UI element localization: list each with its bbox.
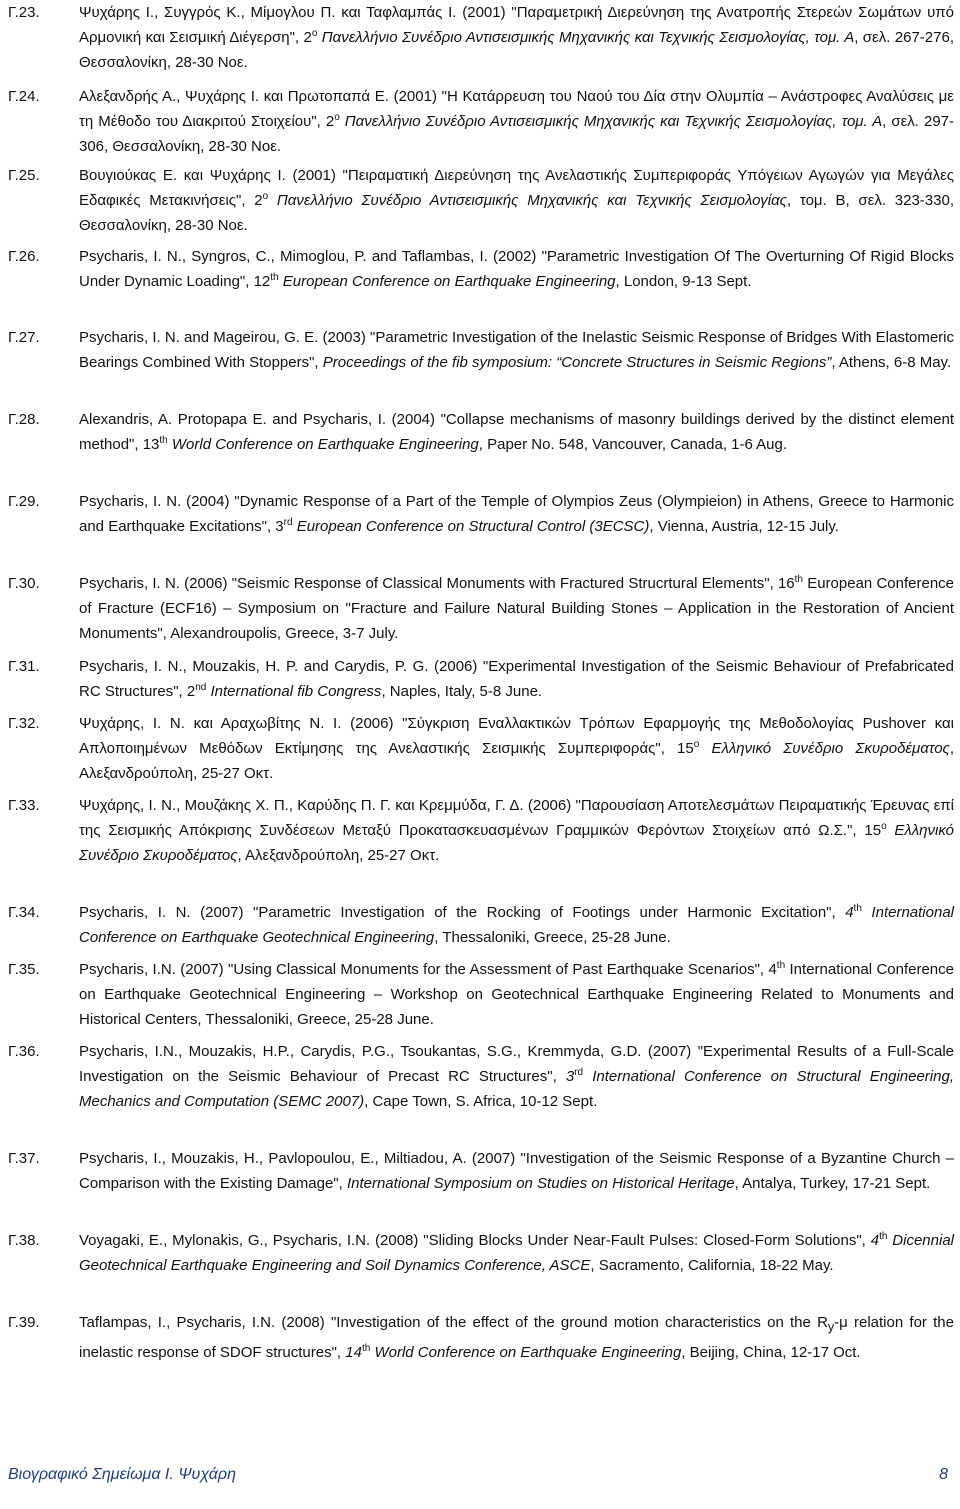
reference-number: Γ.38. [8,1232,40,1249]
reference-text-run: , Athens, 6-8 May. [831,354,952,371]
reference-entry [8,571,954,646]
reference-number: Γ.24. [8,88,40,105]
reference-text-run: Psycharis, I., Mouzakis, H., Pavlopoulou, E., Miltiadou, A. (2007) "Investigation of the Seismic Response of a Byzantine Church – Comparison with the Existing Damage", [79,1150,954,1192]
reference-number: Γ.33. [8,797,40,814]
reference-entry [8,711,954,786]
reference-text-run: -μ relation for the inelastic response of SDOF structures", [79,1314,954,1361]
reference-text-run: International Conference on Earthquake Geotechnical Engineering – Workshop on Geotechnical Earthquake Engineering Related to Monuments and Historical Centers, Thessaloniki, Greece, 25-28 June. [79,961,954,1028]
footer-title: Βιογραφικό Σημείωμα Ι. Ψυχάρη [8,1466,236,1483]
reference-text-run: , London, 9-13 Sept. [615,273,752,290]
reference-italic-run: World Conference on Earthquake Engineering [370,1344,682,1361]
reference-superscript: th [879,1231,888,1242]
reference-number: Γ.36. [8,1043,40,1060]
reference-superscript: th [159,435,168,446]
reference-superscript: ο [334,112,340,123]
reference-text [79,0,954,75]
reference-number: Γ.30. [8,575,40,592]
reference-text [79,489,954,539]
reference-superscript: rd [283,517,293,528]
reference-number: Γ.27. [8,329,40,346]
reference-text-run: Psycharis, I. N. (2007) "Parametric Investigation of the Rocking of Footings under Harmonic Excitation", [79,904,846,921]
reference-superscript: th [853,903,862,914]
reference-superscript: ο [262,191,269,202]
reference-text-run: Psycharis, I. N., Mouzakis, H. P. and Carydis, P. G. (2006) "Experimental Investigation of the Seismic Behaviour of Prefabricated RC Structures", 2 [79,658,954,700]
reference-italic-run: 3 [565,1068,575,1085]
reference-text-run: , Antalya, Turkey, 17-21 Sept. [734,1175,931,1192]
reference-entry [8,84,954,159]
reference-text-run: Psycharis, I.N., Mouzakis, H.P., Carydis, P.G., Tsoukantas, S.G., Kremmyda, G.D. (2007) "Experimental Results of a Full-Scale Investigation on the Seismic Behaviour of Precast RC Structures", [79,1043,954,1085]
reference-entry [8,1310,954,1365]
reference-superscript: nd [195,682,207,693]
reference-text [79,957,954,1032]
reference-superscript: ο [311,28,318,39]
reference-text [79,1146,954,1196]
reference-subscript: y [827,1320,835,1334]
reference-text [79,1310,954,1365]
reference-text [79,163,954,238]
reference-text-run: , τομ. Β, σελ. 323-330, Θεσσαλονίκη, 28-30 Νοε. [79,192,954,234]
reference-text-run: Psycharis, I.N. (2007) "Using Classical Monuments for the Assessment of Past Earthquake Scenarios", 4 [79,961,777,978]
reference-italic-run: Proceedings of the fib symposium: “Concrete Structures in Seismic Regions” [322,354,832,371]
reference-italic-run: 14 [345,1344,362,1361]
reference-entry [8,1228,954,1278]
reference-text-run: Alexandris, A. Protopapa E. and Psycharis, I. (2004) "Collapse mechanisms of masonry buildings derived by the distinct element method", 13 [79,411,954,453]
reference-number: Γ.39. [8,1314,40,1331]
page-footer [8,1466,948,1490]
page-number: 8 [939,1466,948,1483]
reference-text-run: , Αλεξανδρούπολη, 25-27 Οκτ. [79,740,955,782]
reference-number: Γ.28. [8,411,40,428]
reference-text [79,244,954,294]
reference-text-run: , Paper No. 548, Vancouver, Canada, 1-6 Aug. [478,436,788,453]
reference-text-run: Taflampas, I., Psycharis, I.N. (2008) "Investigation of the effect of the ground motion characteristics on the R [79,1314,828,1331]
reference-italic-run: International Conference on Earthquake Geotechnical Engineering [79,904,954,946]
reference-entry [8,407,954,457]
reference-text-run: Ψυχάρης, Ι. Ν. και Αραχωβίτης Ν. Ι. (2006) "Σύγκριση Εναλλακτικών Τρόπων Εφαρμογής της Μεθοδολογίας Pushover και Απλοποιημένων Μεθόδων Εκτίμησης της Ανελαστικής Σεισμικής Συμπεριφοράς", 15 [79,715,954,757]
reference-italic-run: Πανελλήνιο Συνέδριο Αντισεισμικής Μηχανικής και Τεχνικής Σεισμολογίας [268,192,787,209]
reference-text-run: Voyagaki, E., Mylonakis, G., Psycharis, I.N. (2008) "Sliding Blocks Under Near-Fault Pulses: Closed-Form Solutions", [79,1232,871,1249]
reference-italic-run: Ελληνικό Συνέδριο Σκυροδέματος [699,740,950,757]
reference-superscript: th [794,574,803,585]
reference-number: Γ.23. [8,4,40,21]
reference-superscript: th [270,272,279,283]
reference-entry [8,654,954,704]
reference-italic-run: Ελληνικό Συνέδριο Σκυροδέματος [79,822,954,864]
reference-text-run: , Vienna, Austria, 12-15 July. [649,518,839,535]
reference-number: Γ.26. [8,248,40,265]
reference-entry [8,957,954,1032]
reference-text [79,571,954,646]
reference-number: Γ.34. [8,904,40,921]
reference-superscript: th [776,960,786,971]
reference-italic-run: 4 [845,904,854,921]
reference-text [79,711,954,786]
reference-italic-run: International fib Congress [206,683,382,700]
reference-entry [8,0,954,75]
reference-text [79,1228,954,1278]
reference-entry [8,244,954,294]
reference-number: Γ.29. [8,493,40,510]
reference-text [79,325,954,375]
reference-text-run: , Naples, Italy, 5-8 June. [381,683,543,700]
reference-text-run: , σελ. 297-306, Θεσσαλονίκη, 28-30 Νοε. [79,113,954,155]
reference-number: Γ.32. [8,715,40,732]
reference-entry [8,900,954,950]
reference-number: Γ.35. [8,961,40,978]
reference-text-run: Αλεξανδρής Α., Ψυχάρης Ι. και Πρωτοπαπά Ε. (2001) "Η Κατάρρευση του Ναού του Δία στην Ολυμπία – Ανάστροφες Αναλύσεις με τη Μέθοδο του Διακριτού Στοιχείου", 2 [79,88,954,130]
reference-italic-run: International Conference on Structural Engineering, Mechanics and Computation (SEMC 2007) [79,1068,954,1110]
reference-entry [8,163,954,238]
reference-text [79,1039,954,1114]
reference-text [79,654,954,704]
reference-text-run: , Cape Town, S. Africa, 10-12 Sept. [364,1093,598,1110]
reference-text-run: Psycharis, I. N. (2004) "Dynamic Response of a Part of the Temple of Olympios Zeus (Olympieion) in Athens, Greece to Harmonic and Earthquake Excitations", 3 [79,493,954,535]
reference-superscript: ο [693,739,700,750]
reference-italic-run: European Conference on Earthquake Engineering [278,273,616,290]
reference-text-run: Ψυχάρης, Ι. Ν., Μουζάκης Χ. Π., Καρύδης Π. Γ. και Κρεμμύδα, Γ. Δ. (2006) "Παρουσίαση Αποτελεσμάτων Πειραματικής Έρευνας επί της Σεισμικής Απόκρισης Συνδέσεων Μεταξύ Προκατασκευασμένων Γραμμικών Φερόντων Στοιχείων από Ω.Σ.", 15 [79,797,954,839]
reference-number: Γ.25. [8,167,40,184]
reference-text-run: , Αλεξανδρούπολη, 25-27 Οκτ. [237,847,440,864]
reference-italic-run: 4 [870,1232,880,1249]
reference-italic-run: World Conference on Earthquake Engineering [167,436,479,453]
reference-text-run: Ψυχάρης Ι., Συγγρός Κ., Μίμογλου Π. και Ταφλαμπάς Ι. (2001) "Παραμετρική Διερεύνηση της Ανατροπής Στερεών Σωμάτων υπό Αρμονική και Σεισμική Διέγερση", 2 [79,4,954,46]
reference-text-run: Psycharis, I. N., Syngros, C., Mimoglou, P. and Taflambas, I. (2002) "Parametric Investigation Of The Overturning Of Rigid Blocks Under Dynamic Loading", 12 [79,248,954,290]
reference-text [79,407,954,457]
reference-italic-run: International Symposium on Studies on Historical Heritage [346,1175,735,1192]
reference-text-run: Βουγιούκας Ε. και Ψυχάρης Ι. (2001) "Πειραματική Διερεύνηση της Ανελαστικής Συμπεριφοράς Υπόγειων Αγωγών για Μεγάλες Εδαφικές Μετακινήσεις", 2 [79,167,954,209]
reference-italic-run: Πανελλήνιο Συνέδριο Αντισεισμικής Μηχανικής και Τεχνικής Σεισμολογίας, τομ. Α [317,29,855,46]
reference-text-run: , Sacramento, California, 18-22 May. [590,1257,834,1274]
reference-entry [8,793,954,868]
reference-text-run: , σελ. 267-276, Θεσσαλονίκη, 28-30 Νοε. [79,29,954,71]
reference-entry [8,325,954,375]
reference-superscript: ο [881,821,887,832]
reference-text [79,84,954,159]
reference-text-run: Psycharis, I. N. and Mageirou, G. E. (2003) "Parametric Investigation of the Inelastic Seismic Response of Bridges With Elastomeric Bearings Combined With Stoppers", [79,329,954,371]
reference-text [79,793,954,868]
reference-text-run: Psycharis, I. N. (2006) "Seismic Response of Classical Monuments with Fractured Strucrtural Elements", 16 [79,575,795,592]
reference-superscript: th [361,1343,371,1354]
reference-text [79,900,954,950]
reference-italic-run: Dicennial Geotechnical Earthquake Engineering and Soil Dynamics Conference, ASCE [79,1232,954,1274]
reference-entry [8,1146,954,1196]
reference-entry [8,489,954,539]
reference-text-run: , Beijing, China, 12-17 Oct. [681,1344,861,1361]
reference-number: Γ.31. [8,658,40,675]
reference-text-run: European Conference of Fracture (ECF16) – Symposium on "Fracture and Failure Natural Building Stones – Application in the Restoration of Ancient Monuments", Alexandroupolis, Greece, 3-7 July. [79,575,955,642]
reference-entry [8,1039,954,1114]
reference-superscript: rd [574,1067,584,1078]
reference-italic-run: Πανελλήνιο Συνέδριο Αντισεισμικής Μηχανικής και Τεχνικής Σεισμολογίας, τομ. Α [339,113,883,130]
reference-italic-run: European Conference on Structural Control (3ECSC) [292,518,650,535]
reference-text-run: , Thessaloniki, Greece, 25-28 June. [434,929,671,946]
reference-number: Γ.37. [8,1150,40,1167]
